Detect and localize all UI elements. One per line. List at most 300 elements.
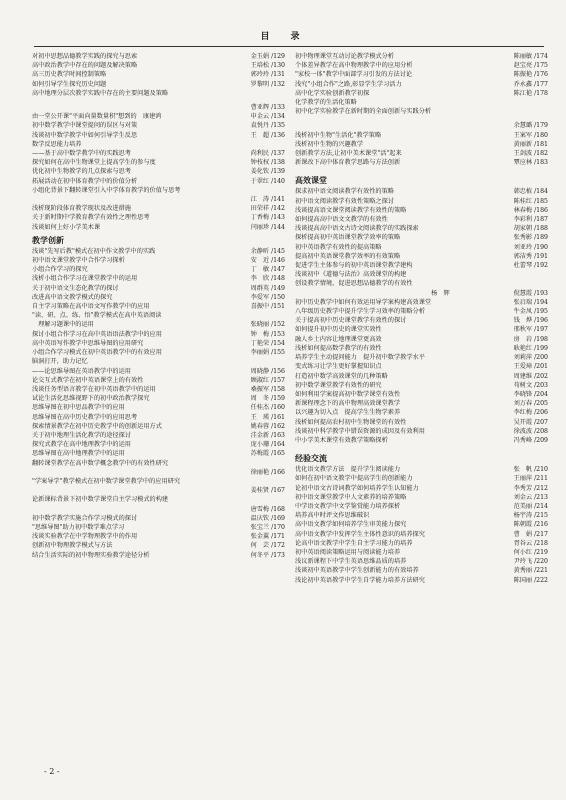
toc-entry[interactable] [295, 418, 548, 427]
toc-entry-author-page: 胡家朝 /188 [513, 225, 548, 233]
toc-entry-title: 变式练习让学生更好掌握知识点 [295, 363, 382, 371]
toc-entry[interactable] [295, 131, 548, 140]
page-number: - 2 - [44, 767, 60, 776]
toc-entry-author-page: 周晓静 /156 [250, 367, 285, 375]
toc-entry[interactable] [295, 576, 548, 585]
toc-entry-author-page: 黄秀丽 /221 [513, 567, 548, 575]
toc-entry-author-page: 曹 娟 /217 [513, 530, 548, 538]
toc-entry-title: 浅谈初中科学教学中错误资源的成因及有效利用 [295, 427, 425, 435]
toc-entry-author-page: 陈振艳 /176 [513, 71, 548, 79]
toc-entry-title: 如何引导学生探究历史问题 [32, 80, 107, 88]
toc-entry[interactable] [295, 158, 548, 167]
toc-entry-title: 化学教学的生活化策略 [295, 99, 357, 107]
toc-entry-title: 创设教学情境，促进思想品德教学的有效性 [295, 280, 413, 288]
toc-entry[interactable] [295, 548, 548, 557]
toc-entry-title: 初中数学教学实施合作学习模式的探讨 [32, 514, 138, 522]
toc-entry-title: 探究如何在高中生物课堂上提高学生的参与度 [32, 159, 156, 167]
toc-entry[interactable] [32, 311, 285, 320]
toc-entry-author-page: 罗黎明 /132 [250, 80, 285, 88]
toc-entry[interactable] [32, 284, 285, 293]
toc-entry-title: 浅析初中生物的兴趣教学 [295, 140, 364, 148]
toc-entry[interactable] [32, 330, 285, 339]
toc-entry-author-page: 姜化钦 /139 [250, 168, 285, 176]
toc-entry-author-page: 刘莉萍 /200 [513, 354, 548, 362]
toc-entry-title: 改进高中语文教学模式的探究 [32, 293, 113, 301]
toc-entry-author-page: 杨宇涛 /215 [513, 512, 548, 520]
toc-entry-author-page: 邢秋军 /197 [513, 326, 548, 334]
toc-entry[interactable] [32, 131, 285, 140]
toc-entry-author-page: 林春梅 /186 [513, 206, 548, 214]
toc-entry-title: 高中化学实验创新教学初探 [295, 89, 370, 97]
toc-entry-author-page: 金玉娟 /129 [250, 53, 285, 60]
toc-entry-title: ——基于高中数学教学中的实践思考 [32, 150, 131, 158]
toc-entry-author-page: 郭洁秀 /191 [513, 252, 548, 260]
toc-entry-title: 浅析如何提高农村初中生物课堂的有效性 [295, 418, 407, 426]
toc-entry-author-page: 覃应林 /183 [513, 159, 548, 167]
toc-entry-author-page: 李丽娟 /155 [250, 349, 285, 357]
toc-entry-title: 促进学生主体参与的初中英语课堂教学建构 [295, 262, 413, 270]
toc-entry-author-page: 顾淑红 /157 [250, 376, 285, 384]
toc-entry[interactable] [295, 243, 548, 252]
toc-entry-title: 中小学美术课堂有效教学策略探析 [295, 436, 388, 444]
toc-entry-title: 初中物理课堂互动讨论教学模式分析 [295, 53, 394, 60]
toc-entry-title: 初中英语教学有效性的提高策略 [295, 243, 382, 251]
toc-entry[interactable] [32, 523, 285, 532]
toc-entry[interactable] [32, 468, 285, 477]
toc-entry[interactable] [32, 486, 285, 495]
toc-entry-title: 结合生活实际的初中物理实验教学途径分析 [32, 551, 150, 559]
toc-entry[interactable] [295, 381, 548, 390]
toc-entry-title: 浅谈如何上好小学美术课 [32, 223, 101, 231]
toc-entry-author-page: 田荣祥 /142 [250, 205, 285, 213]
toc-entry[interactable] [295, 399, 548, 408]
toc-entry-title: 浅析如何提高数学教学的有效性 [295, 344, 382, 352]
toc-entry-author-page: 倪慧霞 /193 [513, 289, 548, 297]
toc-entry-title: 杨 辉 [295, 289, 450, 297]
toc-entry-author-page: 陈丽敏 /174 [513, 53, 548, 60]
toc-entry-title: 数学反思能力培养 [32, 140, 82, 148]
toc-entry-author-page: 张启瑞 /194 [513, 298, 548, 306]
toc-entry[interactable] [32, 80, 285, 89]
toc-entry-author-page: 丁艳荣 /154 [250, 339, 285, 347]
toc-entry[interactable] [295, 316, 548, 325]
toc-entry[interactable] [32, 357, 285, 366]
toc-entry[interactable] [295, 502, 548, 511]
toc-entry-author-page: 胥谷云 /218 [513, 539, 548, 547]
toc-entry[interactable] [32, 89, 285, 98]
toc-entry-author-page: 尚利民 /137 [250, 150, 285, 158]
toc-entry-author-page: 李 欣 /148 [250, 275, 285, 283]
toc-entry[interactable] [295, 465, 548, 474]
toc-entry[interactable] [295, 252, 548, 261]
toc-entry[interactable] [295, 121, 548, 130]
toc-entry-author-page: 徐丽艳 /166 [250, 468, 285, 476]
toc-entry-author-page: 陈江艳 /178 [513, 89, 548, 97]
toc-entry[interactable] [295, 307, 548, 316]
toc-entry[interactable] [295, 261, 548, 270]
toc-entry-title: 初中英语阅读策略运用与阅读能力培养 [295, 548, 401, 556]
toc-entry-author-page: 郭玲玲 /131 [250, 71, 285, 79]
toc-entry-author-page: 陈国丽 /222 [513, 576, 548, 584]
toc-entry-author-page: 刘亚玲 /190 [513, 243, 548, 251]
toc-entry-author-page: 陈朝霞 /216 [513, 521, 548, 529]
toc-entry-author-page: 徐波波 /208 [513, 427, 548, 435]
toc-entry[interactable] [32, 177, 285, 186]
toc-entry[interactable] [32, 422, 285, 431]
toc-entry-title: 关于提高初中历史课堂教学有效性的探讨 [295, 317, 407, 325]
toc-entry-author-page: 丁 敏 /147 [250, 266, 285, 274]
toc-entry[interactable] [32, 149, 285, 158]
toc-entry[interactable] [32, 302, 285, 311]
toc-entry-title: "思维导图"助力初中数学难点学习 [32, 523, 125, 531]
toc-entry[interactable] [295, 335, 548, 344]
toc-entry[interactable] [32, 213, 285, 222]
toc-entry-title: 初中数学课堂教学有效性的研究 [295, 381, 382, 389]
toc-entry-author-page: 王 瑛 /161 [250, 413, 285, 421]
toc-entry[interactable] [32, 505, 285, 514]
toc-entry[interactable] [32, 532, 285, 541]
toc-entry-title: 优化初中生物教学的几点探索与思考 [32, 168, 131, 176]
toc-entry[interactable] [295, 372, 548, 381]
toc-entry-title: 浅析初中生物"生活化"教学策略 [295, 131, 382, 139]
toc-entry-title: 由一堂公开课"平面向量数量积"想到的 康建鸿 [32, 113, 162, 121]
toc-entry[interactable] [32, 167, 285, 176]
toc-entry-title: 浅谈提高语文课堂阅读教学有效性的策略 [295, 206, 407, 214]
toc-entry[interactable] [32, 320, 285, 329]
toc-entry-author-page: 闫丽珍 /144 [250, 223, 285, 231]
toc-entry-author-page: 陈桂红 /185 [513, 197, 548, 205]
toc-entry-title: 自主学习策略在高中语文写作教学中的应用 [32, 303, 150, 311]
toc-entry-title: 脑洞打开，助力记忆 [32, 358, 88, 366]
toc-entry-title: 浅析小组合作学习在课堂教学中的运用 [32, 275, 138, 283]
toc-entry-title: 思维导图在高中历史教学中的应用思考 [32, 413, 138, 421]
toc-entry[interactable] [295, 436, 548, 445]
toc-entry-title: 浅谈实验教学在中学物理教学中的作用 [32, 533, 138, 541]
toc-entry-title: 培养高中时评文作思维破识 [295, 512, 370, 520]
toc-entry-author-page: 张 帆 /210 [513, 466, 548, 474]
toc-entry-author-page: 庞小珊 /164 [250, 441, 285, 449]
toc-entry-title: 优化语文教学方法 提升学生阅读能力 [295, 466, 401, 474]
toc-entry-title: 关于初中语文生态化教学的探讨 [32, 284, 119, 292]
toc-entry-title: 初中化学实验教学在新时期的全面创新与实践分析 [295, 108, 432, 116]
toc-entry[interactable] [295, 511, 548, 520]
toc-entry-title: 如何在初中语文教学中提高学生的创新能力 [295, 475, 413, 483]
toc-entry-title: 浅谈"先写后教"模式在初中作文教学中的实践 [32, 247, 156, 255]
toc-entry-author-page: 韩忠植 /184 [513, 188, 548, 196]
toc-entry[interactable] [295, 61, 548, 70]
page-title: 目 录 [260, 32, 306, 42]
toc-entry[interactable] [295, 566, 548, 575]
toc-entry[interactable] [32, 121, 285, 130]
toc-entry-title: 对初中思想品德教学实践的探究与思索 [32, 53, 138, 60]
toc-entry-author-page: 曹亚辉 /133 [250, 104, 285, 112]
toc-entry[interactable] [32, 52, 285, 61]
toc-entry-author-page: 杜蕾琴 /192 [513, 262, 548, 270]
toc-entry-author-page: 姜桂贤 /167 [250, 487, 285, 495]
toc-entry-title: 初中历史教学中如何有效运用导学案构建高效课堂 [295, 298, 432, 306]
toc-entry[interactable] [295, 557, 548, 566]
toc-column-right [295, 52, 548, 585]
toc-entry[interactable] [32, 440, 285, 449]
toc-entry-author-page: 苟树文 /203 [513, 381, 548, 389]
toc-entry-author-page: 张金翼 /171 [250, 533, 285, 541]
toc-entry[interactable] [295, 474, 548, 483]
toc-entry-title: "读、研、点、练、悟"教学模式在高中英语阅读 [32, 312, 162, 320]
toc-entry[interactable] [32, 413, 285, 422]
toc-entry[interactable] [295, 52, 548, 61]
toc-entry[interactable] [295, 149, 548, 158]
toc-entry-author-page: 何小红 /219 [513, 548, 548, 556]
toc-entry[interactable] [295, 279, 548, 288]
toc-entry[interactable] [295, 353, 548, 362]
toc-entry-title: 高中语文教学如何培养学生审美能力探究 [295, 521, 407, 529]
toc-entry-author-page: 洼金新 /163 [250, 431, 285, 439]
toc-entry-author-page: 姚春蓉 /162 [250, 422, 285, 430]
toc-entry-title: 初中语文课堂教学中人文素养的培养策略 [295, 493, 407, 501]
toc-entry-author-page: 李彩利 /187 [513, 216, 548, 224]
toc-entry[interactable] [32, 112, 285, 121]
toc-entry[interactable] [295, 289, 548, 298]
toc-entry-author-page: 余静昕 /145 [250, 247, 285, 255]
toc-entry-title: "学案导学"教学模式在初中数学课堂教学中的应用研究 [32, 477, 181, 485]
toc-entry-title: 试论生活化思维视野下的初中政治教学探究 [32, 395, 150, 403]
toc-entry[interactable] [32, 394, 285, 403]
toc-entry[interactable] [295, 344, 548, 353]
toc-entry-author-page: 冯秀峰 /209 [513, 436, 548, 444]
toc-entry[interactable] [32, 514, 285, 523]
toc-entry[interactable] [32, 274, 285, 283]
toc-entry-title: 初中语文课堂教学中合作学习探析 [32, 257, 125, 265]
toc-entry-title: 小组化背景下翻转课堂引入中学体育教学的价值与思考 [32, 186, 181, 194]
toc-entry[interactable] [32, 186, 285, 195]
toc-entry[interactable] [32, 265, 285, 274]
toc-entry-title: 论高中语文教学中学生自主学习能力的培养 [295, 539, 413, 547]
toc-entry-author-page: 赵宝亮 /175 [513, 62, 548, 70]
toc-entry-title: 论初中语文古诗词教学如何培养学生认知能力 [295, 484, 419, 492]
toc-entry-title: 高中语文教学中发挥学生主体性意识的培养探究 [295, 530, 425, 538]
toc-entry[interactable] [32, 477, 285, 486]
toc-entry-author-page: 房 岩 /198 [513, 335, 548, 343]
toc-entry-author-page: 尹玲飞 /220 [513, 558, 548, 566]
toc-entry-author-page: 王培松 /130 [250, 62, 285, 70]
toc-entry-title: 初中语文阅读教学有效性策略之探讨 [295, 197, 394, 205]
toc-entry[interactable] [32, 223, 285, 232]
toc-entry-title: 小组合作学习的探究 [32, 266, 88, 274]
toc-entry-author-page: 王剑波 /182 [513, 150, 548, 158]
toc-entry[interactable] [295, 187, 548, 196]
toc-entry-title: 高中英语写作教学中思维导图的应用研究 [32, 339, 144, 347]
toc-entry-author-page: 张宝兰 /170 [250, 523, 285, 531]
toc-entry[interactable] [32, 103, 285, 112]
toc-entry-title: 新课改下高中体育教学思路与方法创新 [295, 159, 401, 167]
toc-entry[interactable] [32, 140, 285, 149]
toc-entry[interactable] [32, 204, 285, 213]
toc-entry-title: 高三历史教学时间控制策略 [32, 71, 107, 79]
toc-entry[interactable] [295, 197, 548, 206]
toc-entry-author-page: 苏梅霞 /165 [250, 450, 285, 458]
toc-entry[interactable] [32, 70, 285, 79]
toc-entry[interactable] [295, 89, 548, 98]
toc-entry-title: ——论思维导图在英语教学中的运用 [32, 367, 131, 375]
toc-entry[interactable] [32, 158, 285, 167]
toc-entry-title: 探究式教学在高中地理教学中的运用 [32, 441, 131, 449]
toc-entry-title: 探讨小组合作学习在高中英语语法教学中的应用 [32, 330, 162, 338]
toc-entry-title: 八年级历史教学中提升学生学习效率的策略分析 [295, 308, 425, 316]
toc-entry-author-page: 余慧璐 /179 [513, 122, 548, 130]
toc-entry-title: 探析提高初中英语课堂教学效率的策略 [295, 234, 401, 242]
toc-entry-author-page: 张晓丽 /152 [250, 321, 285, 329]
toc-entry-title: 探索情景教学在初中历史教学中的创新运用方式 [32, 422, 162, 430]
toc-entry-author-page: 张秀影 /189 [513, 234, 548, 242]
toc-entry-author-page: 周群英 /149 [250, 284, 285, 292]
toc-entry-title: 论新课标背景下初中数学课堂自主学习模式的构建 [32, 496, 169, 504]
toc-entry-title: 关于初中地理生活化教学的途径探讨 [32, 431, 131, 439]
toc-entry-author-page: 钟 梅 /153 [250, 330, 285, 338]
toc-entry-author-page: 钟枝权 /138 [250, 159, 285, 167]
toc-entry-author-page: 喜振中 /151 [250, 303, 285, 311]
toc-entry[interactable] [32, 495, 285, 504]
toc-entry-title: 浅议新课程下中学生英语思维品质的培养 [295, 558, 407, 566]
toc-entry-title: 新课程理念下的高中物理高效课堂教学 [295, 400, 401, 408]
toc-entry[interactable] [32, 61, 285, 70]
toc-entry-title: 浅究"小组合作"之路,彰显学生学习活力 [295, 80, 402, 88]
toc-entry-title: 拓展活动在初中体育教学中的价值分析 [32, 177, 138, 185]
toc-entry-author-page: 王爱璋 /201 [513, 363, 548, 371]
toc-entry-author-page: 牛金凤 /195 [513, 308, 548, 316]
toc-entry-author-page: 桑振军 /158 [250, 385, 285, 393]
toc-entry[interactable] [32, 376, 285, 385]
toc-entry[interactable] [32, 195, 285, 204]
toc-entry-author-page: 黄丽新 /181 [513, 140, 548, 148]
toc-entry-author-page: 吴开霞 /207 [513, 418, 548, 426]
toc-entry-title: 理解习题课中的运用 [32, 321, 94, 329]
toc-entry-title: 浅析现阶段体育教学现状及改进措施 [32, 205, 131, 213]
toc-column-left [32, 52, 285, 560]
toc-entry[interactable] [295, 325, 548, 334]
toc-entry-author-page: 周 冬 /159 [250, 395, 285, 403]
toc-entry[interactable] [32, 339, 285, 348]
toc-entry[interactable] [32, 293, 285, 302]
toc-entry[interactable] [295, 539, 548, 548]
toc-entry-title: 探求初中语文阅读教学有效性的策略 [295, 188, 394, 196]
toc-entry[interactable] [295, 530, 548, 539]
toc-entry[interactable] [32, 367, 285, 376]
toc-entry[interactable] [32, 385, 285, 394]
toc-entry-author-page: 刘金云 /213 [513, 493, 548, 501]
toc-entry-author-page: 任桂杰 /160 [250, 404, 285, 412]
toc-entry-title: 打造初中数学高效课堂的几种策略 [295, 372, 388, 380]
toc-entry-title: 中学语文教学中文学鉴赏能力培养探析 [295, 502, 401, 510]
toc-entry-author-page: 周建维 /202 [513, 372, 548, 380]
toc-entry-title: 思维导图在高中地理教学中的运用 [32, 450, 125, 458]
toc-entry[interactable] [32, 348, 285, 357]
toc-entry-author-page: 钱 烨 /196 [513, 317, 548, 325]
toc-entry[interactable] [295, 427, 548, 436]
toc-entry-title: 论交互式教学在初中英语课堂上的有效性 [32, 376, 144, 384]
toc-entry-title: 浅谈初中《道德与法治》高效课堂的构建 [295, 271, 407, 279]
toc-entry[interactable] [295, 215, 548, 224]
toc-entry-author-page: 乔永鑫 /177 [513, 80, 548, 88]
toc-entry-title: 培养学生主动提问能力 提升初中数学教学水平 [295, 354, 425, 362]
toc-entry-author-page: 李红梅 /206 [513, 409, 548, 417]
toc-entry-title: 如何提高高中语文文教学的有效性 [295, 216, 388, 224]
toc-entry-author-page: 温庆钦 /169 [250, 514, 285, 522]
spacer [295, 167, 548, 172]
toc-entry-author-page: 王丽萍 /211 [513, 475, 548, 483]
toc-entry[interactable] [32, 459, 285, 468]
section-heading: 高效课堂 [295, 176, 327, 186]
toc-entry[interactable] [295, 270, 548, 279]
toc-entry-author-page: 安 近 /146 [250, 257, 285, 265]
toc-entry-author-page: 何冬平 /173 [250, 551, 285, 559]
toc-entry[interactable] [295, 390, 548, 399]
toc-entry-title: 思维导图在初中思品教学中的应用 [32, 404, 125, 412]
toc-entry[interactable] [295, 233, 548, 242]
toc-entry-author-page: 袁悦丹 /135 [250, 122, 285, 130]
toc-entry-title: 如何提升初中历史的课堂实效性 [295, 326, 382, 334]
toc-entry[interactable] [295, 70, 548, 79]
toc-entry-author-page: 李秀芳 /212 [513, 484, 548, 492]
toc-entry-author-page: 李晓锋 /204 [513, 390, 548, 398]
toc-entry-title: 浅论初中英语教学中学生自学能力培养方法研究 [295, 576, 425, 584]
toc-entry[interactable] [295, 107, 548, 116]
toc-entry-title: 高中地理分层次教学实践中存在的主要问题及策略 [32, 89, 169, 97]
toc-entry[interactable] [295, 298, 548, 307]
toc-entry-author-page: 唐雪梅 /168 [250, 505, 285, 513]
toc-entry[interactable] [32, 541, 285, 550]
toc-entry-author-page: 李爱军 /150 [250, 293, 285, 301]
toc-entry[interactable] [295, 520, 548, 529]
toc-entry-title: 融人乡土内容让地理课堂更高效 [295, 335, 382, 343]
toc-entry[interactable] [32, 247, 285, 256]
toc-entry-title: 浅谈初中数学教学中如何引导学生反思 [32, 131, 138, 139]
toc-entry-title: 小组合作学习模式在初中英语教学中的有效应用 [32, 349, 162, 357]
toc-entry-title: 浅谈提高高中语文古诗文阅读教学的实践探索 [295, 225, 419, 233]
toc-entry-author-page: 范美丽 /214 [513, 502, 548, 510]
toc-entry[interactable] [295, 362, 548, 371]
toc-entry-title: 浅谈任务型语言教学在初中英语教学中的运用 [32, 385, 156, 393]
toc-entry-title: 提高初中英语课堂教学效率的有效策略 [295, 252, 401, 260]
toc-entry[interactable] [32, 449, 285, 458]
toc-entry-author-page: 申金云 /134 [250, 113, 285, 121]
toc-entry-title: 个体差异教学在高中物理教学中的应用分析 [295, 62, 413, 70]
toc-entry-title: 翻转课堂教学在高中数学概念教学中的有效性研究 [32, 459, 169, 467]
toc-entry[interactable] [295, 98, 548, 107]
toc-entry[interactable] [295, 484, 548, 493]
toc-entry[interactable] [32, 551, 285, 560]
toc-entry[interactable] [295, 224, 548, 233]
header-rule [34, 46, 544, 47]
toc-entry[interactable] [295, 408, 548, 417]
toc-entry-author-page: 王案军 /180 [513, 131, 548, 139]
toc-entry-author-page: 何 芸 /172 [250, 542, 285, 550]
toc-entry-author-page: 江 涛 /141 [250, 196, 285, 204]
toc-entry[interactable] [295, 140, 548, 149]
toc-entry-title: 浅谈初中英语教学中学生创新能力的有效培养 [295, 567, 419, 575]
section-heading: 经验交流 [295, 454, 327, 464]
toc-entry-author-page: 于翠红 /140 [250, 177, 285, 185]
toc-entry[interactable] [295, 493, 548, 502]
toc-entry[interactable] [295, 206, 548, 215]
toc-entry[interactable] [32, 403, 285, 412]
toc-entry-title: 关于新时期中学教育教学有效性之理性思考 [32, 214, 150, 222]
toc-entry[interactable] [32, 431, 285, 440]
toc-entry[interactable] [295, 80, 548, 89]
section-heading: 教学创新 [32, 235, 64, 245]
toc-entry[interactable] [32, 256, 285, 265]
toc-entry-title: 初中数学教学中课堂提问的误区与对策 [32, 122, 138, 130]
spacer [295, 445, 548, 450]
